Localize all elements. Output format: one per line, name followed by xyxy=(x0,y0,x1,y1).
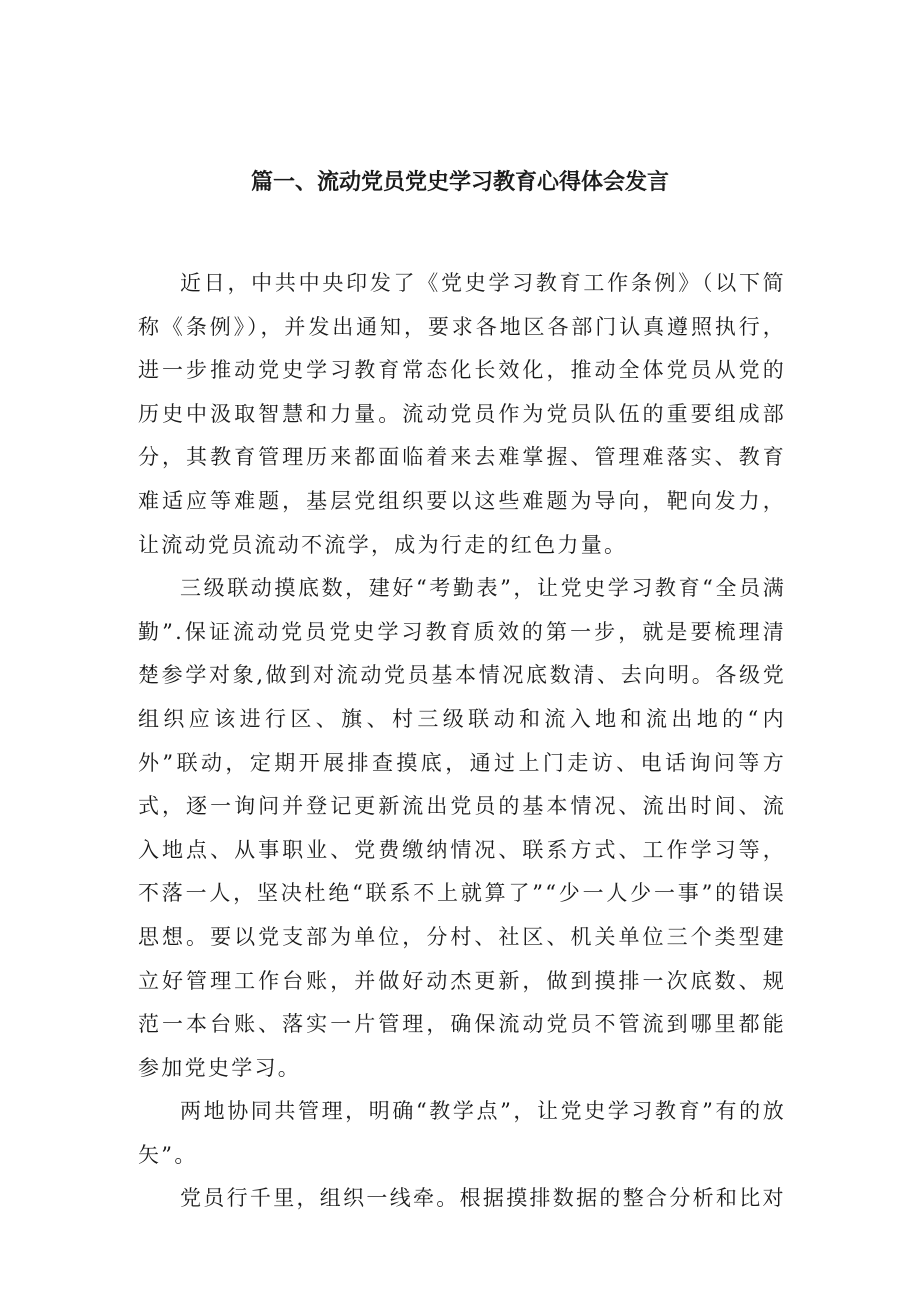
document-title: 篇一、流动党员党史学习教育心得体会发言 xyxy=(250,170,669,195)
document-body xyxy=(138,262,786,1221)
paragraph-intro: 近日，中共中央印发了《党史学习教育工作条例》（以下简称《条例》），并发出通知，要求各地区各部门认真遵照执行，进一步推动党史学习教育常态化长效化，推动全体党员从党的历史中汲取智慧和力量。流动党员作为党员队伍的重要组成部分，其教育管理历来都面临着来去难掌握、管理难落实、教育难适应等难题，基层党组织要以这些难题为导向，靶向发力，让流动党员流动不流学，成为行走的红色力量。 xyxy=(138,271,786,557)
paragraph-two-places-coordination: 两地协同共管理，明确“教学点”，让党史学习教育”有的放矢”。 xyxy=(138,1099,786,1167)
paragraph-three-level-linkage: 三级联动摸底数，建好“考勤表”，让党史学习教育“全员满勤”.保证流动党员党史学习教育质效的第一步，就是要梳理清楚参学对象,做到对流动党员基本情况底数清、去向明。各级党组织应该进行区、旗、村三级联动和流入地和流出地的“内外”联动，定期开展排查摸底，通过上门走访、电话询问等方式，逐一询问并登记更新流出党员的基本情况、流出时间、流入地点、从事职业、党费缴纳情况、联系方式、工作学习等，不落一人，坚决杜绝“联系不上就算了”“少一人少一事”的错误思想。要以党支部为单位，分村、社区、机关单位三个类型建立好管理工作台账，并做好动杰更新，做到摸排一次底数、规范一本台账、落实一片管理，确保流动党员不管流到哪里都能参加党史学习。 xyxy=(138,576,786,1080)
paragraph-organization-link: 党员行千里，组织一线牵。根据摸排数据的整合分析和比对 xyxy=(180,1186,786,1211)
